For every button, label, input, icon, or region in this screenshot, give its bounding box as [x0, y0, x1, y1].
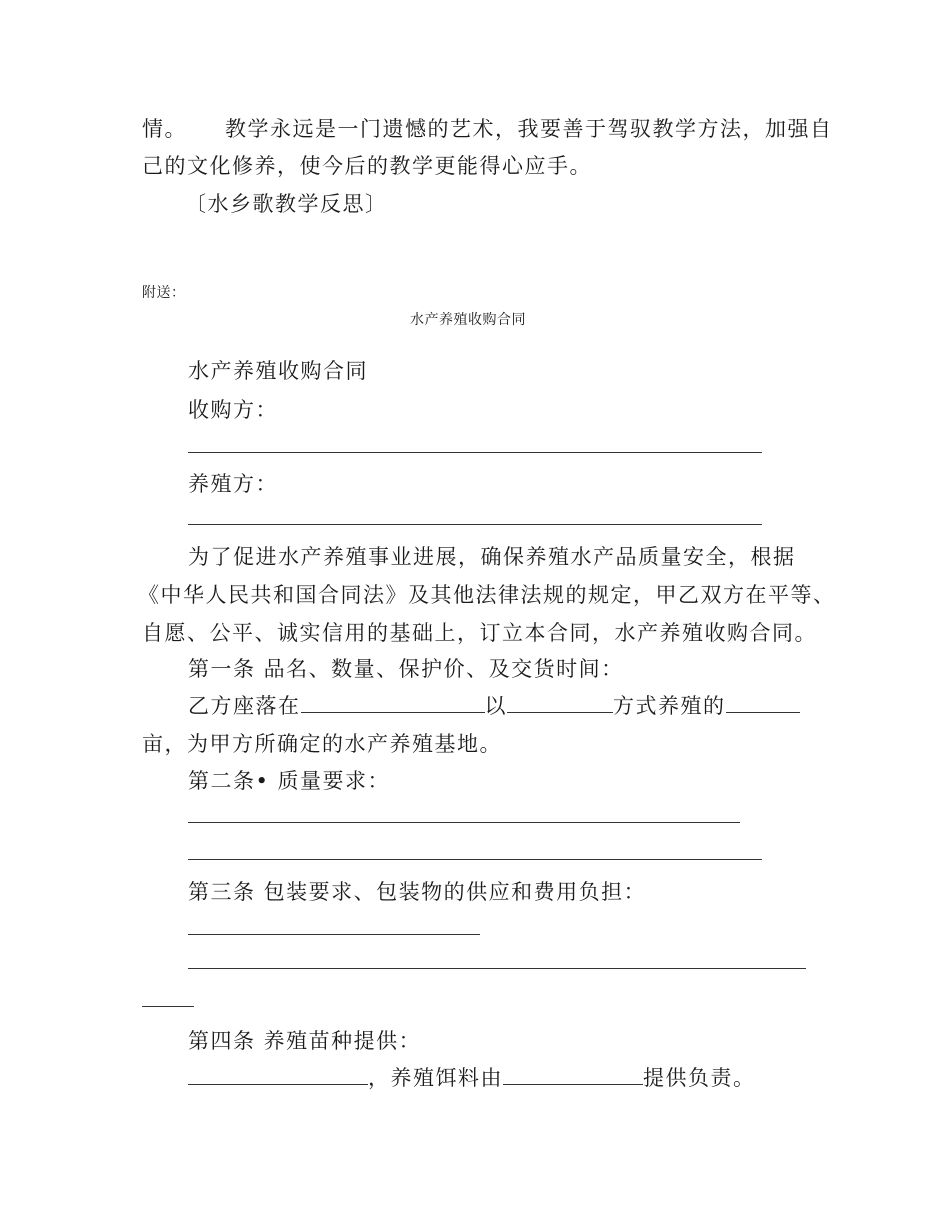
breeder-label: 养殖方： [188, 472, 278, 496]
packaging-blank-line-2 [188, 968, 806, 969]
area-blank [726, 711, 800, 713]
article-1-text-c: 方式养殖的 [613, 694, 726, 718]
feed-provider-blank [503, 1083, 643, 1085]
article-4-text-a: ，养殖饵料由 [368, 1066, 503, 1090]
contract-heading: 水产养殖收购合同 [188, 359, 368, 383]
article-3-title: 第三条 包装要求、包装物的供应和费用负担： [188, 880, 647, 904]
buyer-label: 收购方： [188, 398, 278, 422]
intro-line-3: 自愿、公平、诚实信用的基础上，订立本合同，水产养殖收购合同。 [142, 621, 817, 645]
article-4-text-b: 提供负责。 [643, 1066, 756, 1090]
quality-blank-line-1 [188, 822, 740, 823]
method-blank [507, 711, 613, 713]
document-title: 水产养殖收购合同 [410, 312, 526, 328]
article-1-line-1 [188, 690, 800, 720]
packaging-blank-line-1 [188, 934, 480, 935]
fry-provider-blank [188, 1083, 368, 1085]
prev-text-sentence: 教学永远是一门遗憾的艺术，我要善于驾驭教学方法，加强自 [225, 117, 833, 141]
article-2-title: 第二条• 质量要求： [188, 769, 391, 793]
article-1-text-a: 乙方座落在 [188, 694, 301, 718]
appendix-label: 附送： [142, 285, 186, 301]
prev-section-caption: 〔水乡歌教学反思〕 [185, 192, 388, 216]
article-1-text-b: 以 [484, 694, 507, 718]
intro-line-2: 《中华人民共和国合同法》及其他法律法规的规定，甲乙双方在平等、 [138, 583, 836, 607]
prev-text-line-2: 己的文化修养，使今后的教学更能得心应手。 [142, 154, 592, 178]
article-4-title: 第四条 养殖苗种提供： [188, 1029, 422, 1053]
breeder-blank-line [188, 524, 762, 525]
prev-text-line-1 [142, 113, 833, 143]
location-blank [301, 711, 485, 713]
prev-text-fragment: 情。 [142, 117, 187, 141]
article-1-title: 第一条 品名、数量、保护价、及交货时间： [188, 657, 624, 681]
packaging-blank-line-3 [142, 1006, 194, 1007]
quality-blank-line-2 [188, 859, 762, 860]
intro-line-1: 为了促进水产养殖事业进展，确保养殖水产品质量安全，根据 [188, 545, 796, 569]
buyer-blank-line [188, 452, 762, 453]
article-1-line-2: 亩，为甲方所确定的水产养殖基地。 [142, 732, 502, 756]
article-4-line-1 [188, 1062, 756, 1092]
